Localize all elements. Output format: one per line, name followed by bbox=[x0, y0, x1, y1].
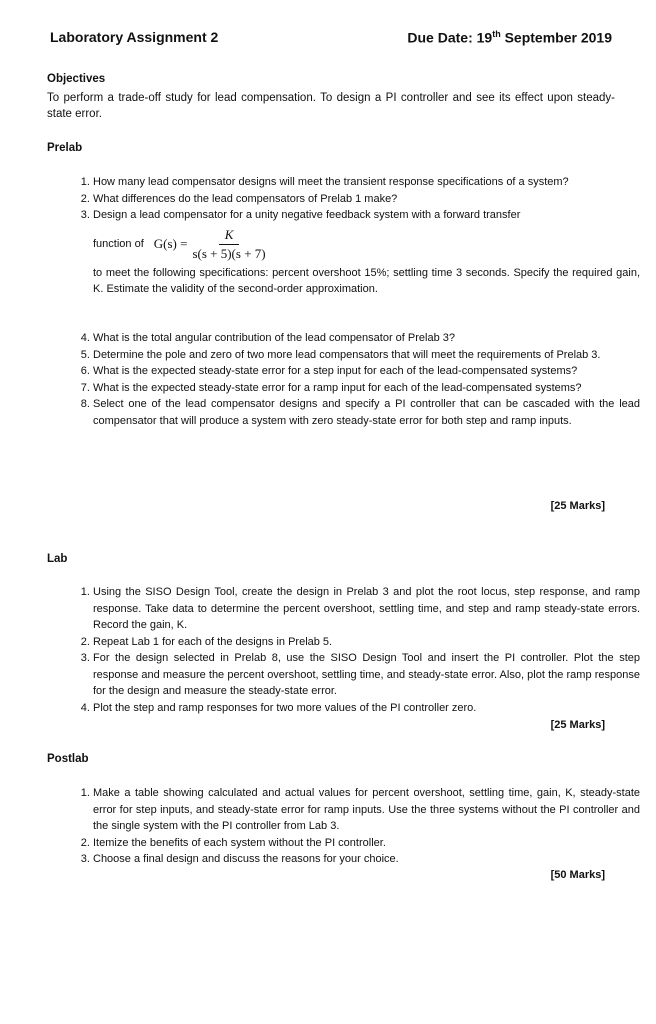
formula-denominator: s(s + 5)(s + 7) bbox=[192, 246, 266, 261]
lab-item-2: 2. Repeat Lab 1 for each of the designs in Prelab 5. bbox=[93, 634, 640, 651]
formula-lhs: G(s) = bbox=[153, 236, 188, 252]
prelab-item-2: 2. What differences do the lead compensators of Prelab 1 make? bbox=[93, 191, 640, 208]
prelab-marks: [25 Marks] bbox=[550, 500, 605, 512]
postlab-item-3: 3. Choose a final design and discuss the reasons for your choice. bbox=[93, 851, 640, 868]
postlab-item-1: 1. Make a table showing calculated and actual values for percent overshoot, settling time, gain, K, steady-state error for step inputs, and steady-state error for ramp inputs. Use the three systems without the PI controller and the single system with the PI controller from Lab 3. bbox=[93, 785, 640, 835]
due-date-prefix: Due Date: 19 bbox=[407, 29, 493, 46]
transfer-function-formula bbox=[93, 225, 640, 265]
prelab-item-4: 4. What is the total angular contribution of the lead compensator of Prelab 3? bbox=[93, 330, 640, 347]
document-header bbox=[50, 29, 612, 46]
postlab-item-2: 2. Itemize the benefits of each system without the PI controller. bbox=[93, 835, 640, 852]
prelab-item-3-text: Design a lead compensator for a unity negative feedback system with a forward transfer bbox=[93, 209, 521, 221]
prelab-item-7: 7. What is the expected steady-state error for a ramp input for each of the lead-compensated systems? bbox=[93, 380, 640, 397]
lab-marks: [25 Marks] bbox=[550, 719, 605, 731]
postlab-heading: Postlab bbox=[47, 753, 89, 765]
prelab-item-1: 1. How many lead compensator designs will meet the transient response specifications of a system? bbox=[93, 174, 640, 191]
lab-item-4: 4. Plot the step and ramp responses for two more values of the PI controller zero. bbox=[93, 700, 640, 717]
prelab-list-a bbox=[68, 174, 640, 298]
formula-numerator: K bbox=[219, 227, 240, 245]
lab-list bbox=[68, 584, 640, 716]
prelab-item-3-continuation: to meet the following specifications: percent overshoot 15%; settling time 3 seconds. Specify the required gain, K. Estimate the validity of the second-order approximation. bbox=[93, 266, 640, 295]
due-date bbox=[407, 29, 612, 46]
objectives-heading: Objectives bbox=[47, 73, 106, 85]
lab-heading: Lab bbox=[47, 553, 68, 565]
postlab-marks: [50 Marks] bbox=[550, 869, 605, 881]
due-date-suffix: September 2019 bbox=[500, 29, 612, 46]
formula-fraction bbox=[190, 227, 267, 262]
assignment-title: Laboratory Assignment 2 bbox=[50, 29, 219, 45]
formula-label: function of bbox=[93, 238, 144, 251]
prelab-item-8: 8. Select one of the lead compensator designs and specify a PI controller that can be cascaded with the lead compensator that will produce a system with zero steady-state error for both step and ramp inputs. bbox=[93, 396, 640, 429]
prelab-item-6: 6. What is the expected steady-state error for a step input for each of the lead-compensated systems? bbox=[93, 363, 640, 380]
prelab-item-5: 5. Determine the pole and zero of two more lead compensators that will meet the requirements of Prelab 3. bbox=[93, 347, 640, 364]
lab-item-1: 1. Using the SISO Design Tool, create the design in Prelab 3 and plot the root locus, step response, and ramp response. Take data to determine the percent overshoot, settling time, and step and ramp steady-state errors. Record the gain, K. bbox=[93, 584, 640, 634]
prelab-list-b bbox=[68, 330, 640, 429]
postlab-list bbox=[68, 785, 640, 868]
lab-item-3: 3. For the design selected in Prelab 8, use the SISO Design Tool and insert the PI controller. Plot the step response and measure the percent overshoot, settling time, and steady-state error. Also, plot the ramp response for the design and measure the steady-state error. bbox=[93, 650, 640, 700]
prelab-heading: Prelab bbox=[47, 142, 83, 154]
prelab-item-3 bbox=[93, 207, 640, 298]
objectives-text: To perform a trade-off study for lead compensation. To design a PI controller and see its effect upon steady-state error. bbox=[47, 92, 615, 120]
due-date-ordinal: th bbox=[492, 29, 501, 39]
